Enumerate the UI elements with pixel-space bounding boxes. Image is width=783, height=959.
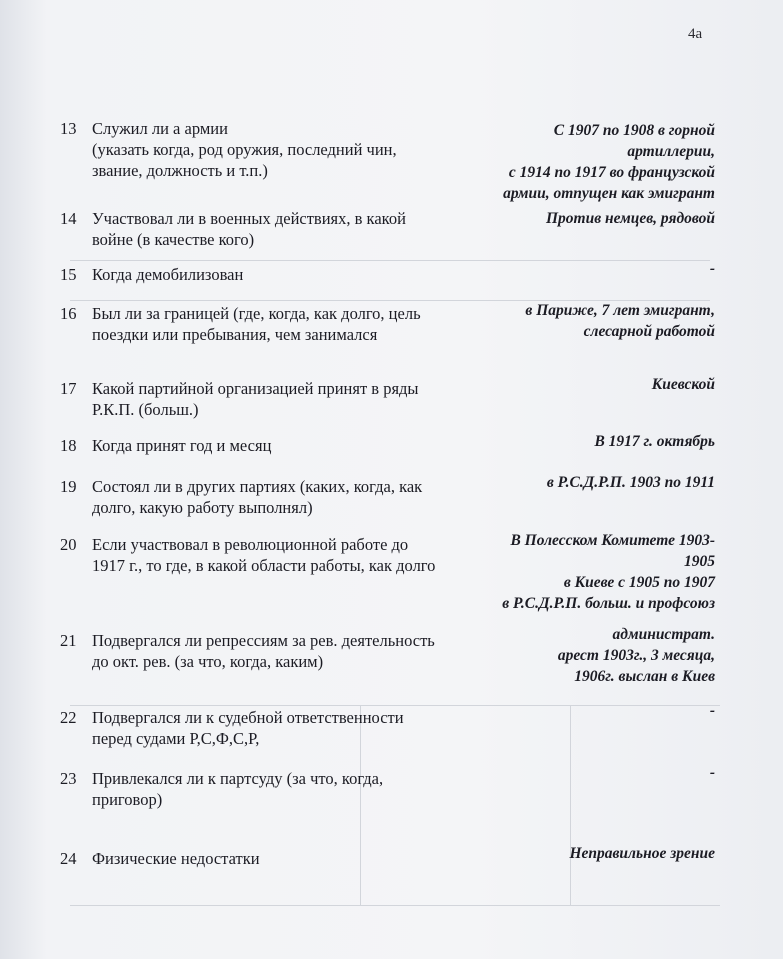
question-text: Подвергался ли репрессиям за рев. деятельность до окт. рев. (за что, когда, каким) bbox=[92, 631, 435, 671]
question-text: Привлекался ли к партсуду (за что, когда, приговор) bbox=[92, 769, 384, 809]
question-text-line: Служил ли а армии (указать когда, род оружия, последний чин, звание, должность и т.п.) bbox=[92, 119, 397, 180]
answer-text: в Париже, 7 лет эмигрант, слесарной работой bbox=[525, 302, 715, 340]
bleed-through-text bbox=[80, 98, 84, 115]
question-text: Когда демобилизован bbox=[92, 265, 244, 284]
answer-text: в Р.С.Д.Р.П. 1903 по 1911 bbox=[546, 474, 715, 491]
question-text: Состоял ли в других партиях (каких, когда, как долго, какую работу выполнял) bbox=[92, 477, 423, 517]
page-number: 4a bbox=[688, 26, 703, 42]
question-text: Какой партийной организацией принят в ряды Р.К.П. (больш.) bbox=[92, 379, 419, 419]
question-number: 22 bbox=[60, 708, 77, 727]
question-number: 18 bbox=[60, 436, 77, 455]
question-number: 21 bbox=[60, 631, 77, 650]
question-number: 19 bbox=[60, 477, 77, 496]
answer-text: - bbox=[709, 260, 715, 277]
question-text bbox=[92, 118, 437, 181]
bleed-through-line bbox=[570, 705, 571, 905]
question-number: 16 bbox=[60, 304, 77, 323]
question-text: Был ли за границей (где, когда, как долго, цель поездки или пребывания, чем занимался bbox=[92, 304, 421, 344]
answer-text: Неправильное зрение bbox=[569, 845, 715, 862]
question-text: Если участвовал в революционной работе до 1917 г., то где, в какой области работы, как долго bbox=[92, 535, 436, 575]
question-number: 24 bbox=[60, 849, 77, 868]
question-text: Подвергался ли к судебной ответственности перед судами Р,С,Ф,С,Р, bbox=[92, 708, 404, 748]
answer-text: С 1907 по 1908 в горной артиллерии, с 1914 по 1917 во французской армии, отпущен как эмигрант bbox=[503, 122, 715, 202]
question-number: 13 bbox=[60, 119, 77, 138]
question-number: 23 bbox=[60, 769, 77, 788]
answer-text: - bbox=[709, 702, 715, 719]
answer-text: В Полесском Комитете 1903- 1905 в Киеве с 1905 по 1907 в Р.С.Д.Р.П. больш. и профсоюз bbox=[502, 532, 715, 612]
answer-text: - bbox=[709, 764, 715, 781]
question-number: 14 bbox=[60, 209, 77, 228]
question-number: 20 bbox=[60, 535, 77, 554]
question-text: Когда принят год и месяц bbox=[92, 436, 272, 455]
answer-text: В 1917 г. октябрь bbox=[594, 433, 715, 450]
question-text: Участвовал ли в военных действиях, в какой войне (в качестве кого) bbox=[92, 209, 406, 249]
answer-text: Против немцев, рядовой bbox=[546, 210, 715, 227]
answer-text: администрат. арест 1903г., 3 месяца, 1906г. выслан в Киев bbox=[557, 626, 715, 685]
question-number: 15 bbox=[60, 265, 77, 284]
question-number: 17 bbox=[60, 379, 77, 398]
question-text: Физические недостатки bbox=[92, 849, 260, 868]
answer-text: Киевской bbox=[651, 376, 715, 393]
bleed-through-line bbox=[70, 905, 720, 906]
